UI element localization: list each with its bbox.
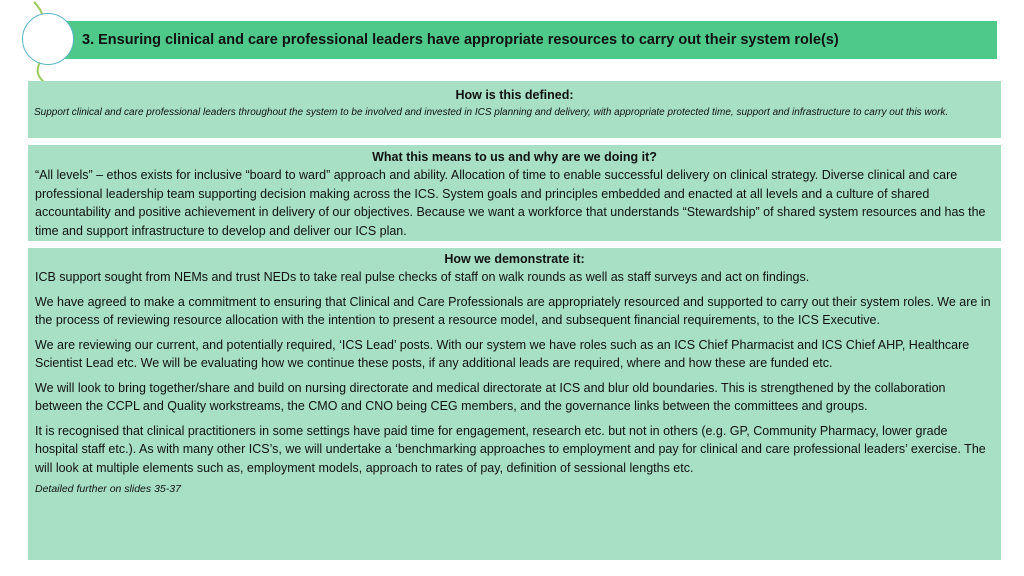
definition-text: Support clinical and care professional leaders throughout the system to be involved and invested in ICS planning and delivery, with appropriate protected time, support and infrastructure to carry out this work.	[34, 107, 949, 118]
meaning-text: “All levels” – ethos exists for inclusive “board to ward” approach and ability. Allocation of time to enable successful delivery on clinical strategy. Diverse clinical and care professional leadership team supporting decision making across the ICS. System goals and principles embedded and enacted at all levels and a culture of shared accountability and positive achievement in delivery of our objectives. Because we want a workforce that understands “Stewardship” of shared system resources and has the time and support infrastructure to develop and deliver our ICS plan.	[35, 168, 986, 238]
page-title: 3. Ensuring clinical and care professional leaders have appropriate resources to carry out their system role(s)	[82, 32, 839, 48]
demonstrate-paragraph: We are reviewing our current, and potentially required, ‘ICS Lead’ posts. With our system we have roles such as an ICS Chief Pharmacist and ICS Chief AHP, Healthcare Scientist Lead etc. We will be evaluating how we continue these posts, if any additional leads are required, where and how these are funded etc.	[35, 337, 970, 370]
definition-section	[28, 81, 1001, 138]
demonstrate-paragraph: We have agreed to make a commitment to ensuring that Clinical and Care Professionals are appropriately resourced and supported to carry out their system roles. We are in the process of reviewing resource allocation with the intention to present a resource model, and subsequent financial requirements, to the ICS Executive.	[35, 294, 991, 327]
demonstrate-section	[28, 248, 1001, 560]
slides-reference-note: Detailed further on slides 35-37	[35, 483, 181, 495]
definition-heading: How is this defined:	[455, 88, 574, 102]
demonstrate-paragraph: It is recognised that clinical practitioners in some settings have paid time for engagement, research etc. but not in others (e.g. GP, Community Pharmacy, lower grade hospital staff etc.). As with many other ICS’s, we will undertake a ‘benchmarking approaches to employment and pay for clinical and care professional leaders’ exercise. The will look at multiple elements such as, employment models, approach to rates of pay, definition of sessional lengths etc.	[35, 423, 986, 475]
meaning-section	[28, 145, 1001, 241]
demonstrate-paragraph: We will look to bring together/share and build on nursing directorate and medical directorate at ICS and blur old boundaries. This is strengthened by the collaboration between the CCPL and Quality workstreams, the CMO and CNO being CEG members, and the governance links between the committees and groups.	[35, 380, 946, 413]
demonstrate-heading: How we demonstrate it:	[444, 252, 585, 266]
demonstrate-paragraph: ICB support sought from NEMs and trust NEDs to take real pulse checks of staff on walk rounds as well as staff surveys and act on findings.	[35, 270, 810, 284]
section-circle-badge	[22, 13, 74, 65]
meaning-heading: What this means to us and why are we doing it?	[372, 150, 657, 164]
